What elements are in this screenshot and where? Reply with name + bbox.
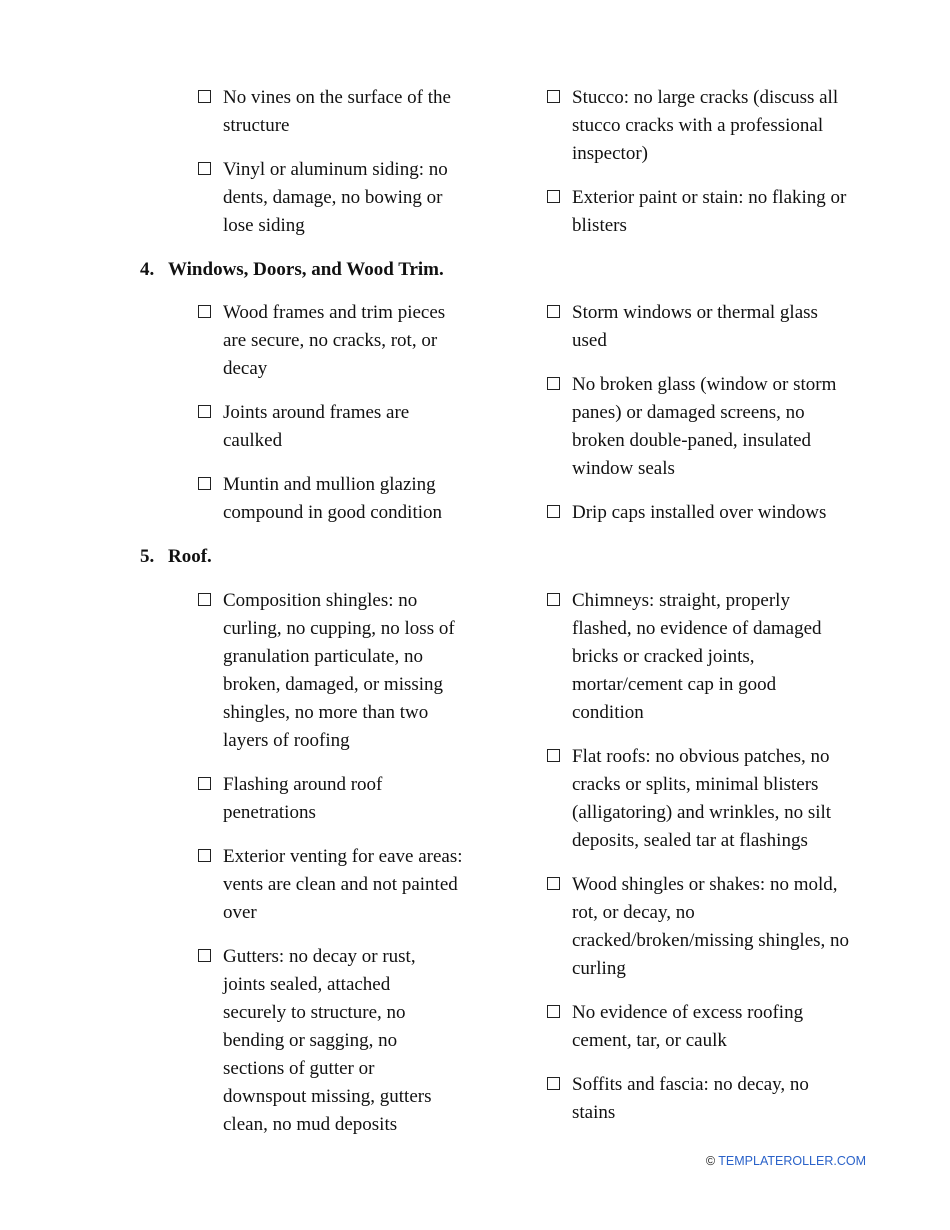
checkbox[interactable] [547, 749, 560, 762]
checklist-item-text: Flat roofs: no obvious patches, no cracks or splits, minimal blisters (alligatoring) and wrinkles, no silt deposits, sealed tar at flashings [572, 746, 832, 851]
checklist-item-text: Wood shingles or shakes: no mold, rot, or decay, no cracked/broken/missing shingles, no curling [572, 874, 850, 979]
checklist-item-text: Composition shingles: no curling, no cupping, no loss of granulation particulate, no broken, damaged, or missing shingles, no more than two layers of roofing [223, 590, 455, 751]
checkbox[interactable] [547, 877, 560, 890]
checkbox[interactable] [198, 593, 211, 606]
checkbox[interactable] [547, 305, 560, 318]
checklist-item-text: No broken glass (window or storm panes) or damaged screens, no broken double-paned, insulated window seals [572, 374, 837, 479]
checkbox[interactable] [547, 377, 560, 390]
checkbox[interactable] [547, 505, 560, 518]
checklist-item [547, 371, 867, 483]
checkbox[interactable] [198, 849, 211, 862]
checklist-item [198, 471, 468, 527]
checklist-item-text: Exterior venting for eave areas: vents are clean and not painted over [223, 846, 463, 923]
checklist-item-text: Muntin and mullion glazing compound in good condition [223, 474, 443, 523]
checklist-item [547, 1071, 867, 1127]
checkbox[interactable] [198, 949, 211, 962]
checklist-item-text: Stucco: no large cracks (discuss all stucco cracks with a professional inspector) [572, 87, 839, 164]
brand-link[interactable]: TEMPLATEROLLER.COM [718, 1154, 866, 1168]
checkbox[interactable] [547, 190, 560, 203]
checklist-item-text: Joints around frames are caulked [223, 402, 410, 451]
checklist-item-text: Exterior paint or stain: no flaking or blisters [572, 187, 847, 236]
section-heading [140, 543, 212, 571]
checklist-item-text: Drip caps installed over windows [572, 502, 827, 523]
checklist-item-text: Flashing around roof penetrations [223, 774, 383, 823]
section-number: 5. [140, 546, 155, 567]
checklist-item [547, 499, 867, 527]
checklist-item [198, 299, 468, 383]
checklist-item [547, 743, 867, 855]
checkbox[interactable] [547, 593, 560, 606]
checkbox[interactable] [198, 90, 211, 103]
checklist-item-text: Soffits and fascia: no decay, no stains [572, 1074, 809, 1123]
checklist-item-text: No evidence of excess roofing cement, tar, or caulk [572, 1002, 804, 1051]
section-title: Windows, Doors, and Wood Trim. [168, 259, 444, 280]
checklist-item [198, 843, 468, 927]
checklist-item [198, 399, 468, 455]
copyright-symbol: © [705, 1154, 716, 1168]
checkbox[interactable] [198, 305, 211, 318]
checklist-item [198, 84, 468, 140]
checklist-item-text: Vinyl or aluminum siding: no dents, damage, no bowing or lose siding [223, 159, 448, 236]
checklist-item-text: No vines on the surface of the structure [223, 87, 451, 136]
section-number: 4. [140, 259, 155, 280]
checklist-item [547, 184, 867, 240]
checklist-item [547, 587, 867, 727]
checklist-item-text: Storm windows or thermal glass used [572, 302, 818, 351]
section-title: Roof. [168, 546, 212, 567]
checklist-item [198, 587, 468, 755]
checkbox[interactable] [198, 162, 211, 175]
checklist-item [198, 771, 468, 827]
checkbox[interactable] [547, 1005, 560, 1018]
checklist-item-text: Gutters: no decay or rust, joints sealed, attached securely to structure, no bending or sagging, no sections of gutter or downspout missing, gutters clean, no mud deposits [223, 946, 432, 1135]
checkbox[interactable] [198, 477, 211, 490]
checkbox[interactable] [198, 405, 211, 418]
checkbox[interactable] [547, 90, 560, 103]
checklist-item [547, 84, 867, 168]
checklist-item [198, 156, 468, 240]
checklist-item [547, 299, 867, 355]
checklist-item [547, 999, 867, 1055]
section-heading [140, 256, 444, 284]
footer [706, 1154, 866, 1168]
checklist-item-text: Wood frames and trim pieces are secure, no cracks, rot, or decay [223, 302, 446, 379]
checkbox[interactable] [198, 777, 211, 790]
checkbox[interactable] [547, 1077, 560, 1090]
checklist-item [198, 943, 468, 1139]
checklist-item-text: Chimneys: straight, properly flashed, no evidence of damaged bricks or cracked joints, mortar/cement cap in good condition [572, 590, 822, 723]
checklist-item [547, 871, 867, 983]
